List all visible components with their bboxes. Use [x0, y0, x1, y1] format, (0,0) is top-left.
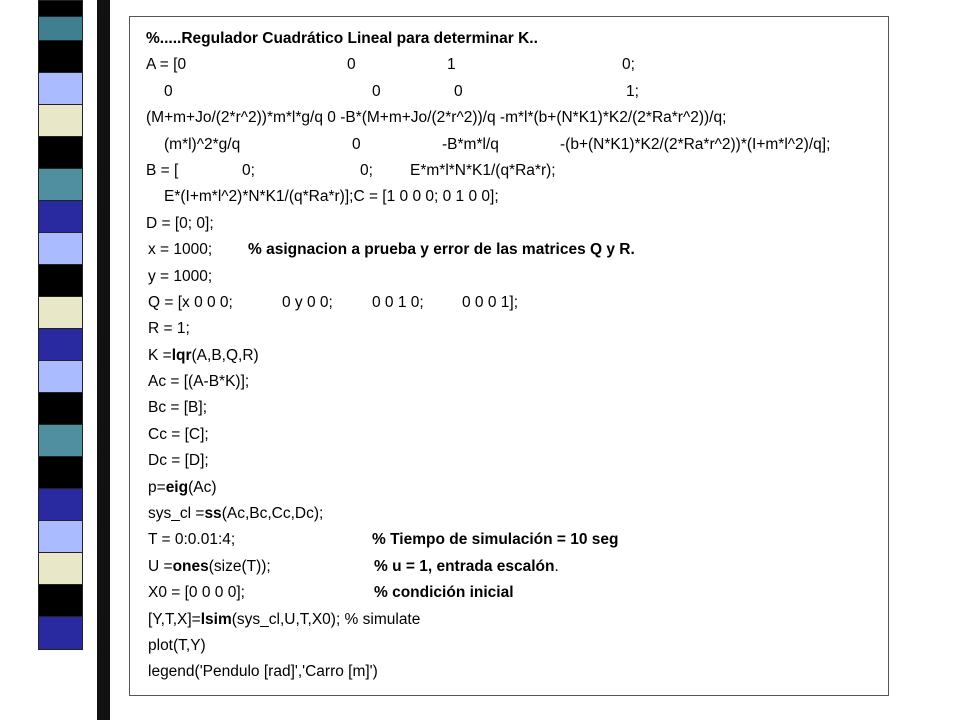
code-keyword: ones [172, 557, 209, 575]
code-text: Bc = [B]; [148, 399, 208, 417]
stripe-block [38, 264, 83, 298]
stripe-block [38, 488, 83, 522]
code-keyword: lsim [200, 610, 232, 628]
code-text: Q = [x 0 0 0; [148, 293, 233, 311]
code-text: (Ac) [188, 478, 217, 496]
stripe-block [38, 456, 83, 490]
code-line [142, 211, 888, 237]
stripe-block [38, 104, 83, 138]
stripe-block [38, 552, 83, 586]
code-line [142, 290, 888, 316]
code-line [142, 659, 888, 685]
code-text: 0; [242, 161, 255, 179]
code-line [142, 395, 888, 421]
code-text: R = 1; [148, 320, 190, 338]
code-line [142, 316, 888, 342]
code-text: 0 [454, 82, 463, 100]
code-line [142, 475, 888, 501]
code-listing-box [129, 16, 889, 696]
code-line [142, 264, 888, 290]
code-text: K = [148, 346, 172, 364]
code-text: (sys_cl,U,T,X0); % simulate [231, 610, 421, 628]
code-text: -B*m*l/q [442, 135, 499, 153]
code-text: 1 [447, 56, 456, 74]
code-text: y = 1000; [148, 267, 213, 285]
code-text: 1; [626, 82, 639, 100]
code-text: D = [0; 0]; [146, 214, 214, 232]
code-keyword: % u = 1, entrada escalón [374, 557, 555, 575]
code-text: Ac = [(A-B*K)]; [148, 373, 250, 391]
stripe-block [38, 424, 83, 458]
code-line [142, 527, 888, 553]
code-text: Cc = [C]; [148, 425, 209, 443]
stripe-block [38, 328, 83, 362]
code-line [142, 158, 888, 184]
code-text: sys_cl = [148, 505, 205, 523]
code-text: plot(T,Y) [148, 636, 206, 654]
stripe-block [38, 72, 83, 106]
code-text: (M+m+Jo/(2*r^2))*m*l*g/q 0 -B*(M+m+Jo/(2*r^2))/q -m*l*(b+(N*K1)*K2/(2*Ra*r^2))/q; [146, 109, 727, 127]
code-text: E*m*l*N*K1/(q*Ra*r); [410, 161, 556, 179]
decorative-stripe-bar [0, 0, 110, 720]
code-line [142, 52, 888, 78]
code-line [142, 79, 888, 105]
code-line [142, 501, 888, 527]
code-text: x = 1000; [148, 241, 213, 259]
code-text: T = 0:0.01:4; [148, 531, 236, 549]
stripe-block [38, 136, 83, 170]
code-keyword: lqr [171, 346, 192, 364]
code-text: 0 0 0 1]; [462, 293, 519, 311]
stripe-block [38, 200, 83, 234]
code-keyword: ss [204, 505, 222, 523]
code-listing [142, 26, 888, 686]
code-line [142, 105, 888, 131]
code-text: 0 [347, 56, 356, 74]
stripe-block [38, 360, 83, 394]
code-text: 0 0 1 0; [372, 293, 424, 311]
stripe-block [38, 392, 83, 426]
code-text: X0 = [0 0 0 0]; [148, 584, 245, 602]
code-text: (Ac,Bc,Cc,Dc); [221, 505, 324, 523]
code-text: (A,B,Q,R) [191, 346, 259, 364]
code-text: U = [148, 557, 173, 575]
stripe-backline [97, 0, 110, 720]
code-text: 0; [622, 56, 635, 74]
code-text: A = [0 [146, 56, 187, 74]
code-keyword: eig [165, 478, 189, 496]
code-line [142, 422, 888, 448]
code-line [142, 369, 888, 395]
code-keyword: % asignacion a prueba y error de las matrices Q y R. [248, 241, 635, 259]
stripe-block [38, 520, 83, 554]
code-line [142, 26, 888, 52]
code-line [142, 184, 888, 210]
code-text: 0 [352, 135, 361, 153]
code-text: . [554, 557, 559, 575]
code-line [142, 132, 888, 158]
code-text: (m*l)^2*g/q [164, 135, 241, 153]
code-text: B = [ [146, 161, 179, 179]
code-text: 0; [360, 161, 373, 179]
code-text: p= [148, 478, 166, 496]
code-keyword: % Tiempo de simulación = 10 seg [372, 531, 619, 549]
code-keyword: %.....Regulador Cuadrático Lineal para determinar K.. [146, 30, 538, 47]
code-keyword: % condición inicial [374, 584, 514, 602]
code-text: Dc = [D]; [148, 452, 209, 470]
code-text: (size(T)); [208, 557, 271, 575]
code-text: legend('Pendulo [rad]','Carro [m]') [148, 663, 378, 681]
code-line [142, 580, 888, 606]
code-line [142, 237, 888, 263]
stripe-block [38, 296, 83, 330]
code-text: 0 [164, 82, 173, 100]
code-text: -(b+(N*K1)*K2/(2*Ra*r^2))*(I+m*l^2)/q]; [560, 135, 831, 153]
stripe-block [38, 584, 83, 618]
code-text: E*(I+m*l^2)*N*K1/(q*Ra*r)];C = [1 0 0 0; 0 1 0 0]; [164, 188, 499, 206]
stripe-block [38, 168, 83, 202]
code-line [142, 343, 888, 369]
stripe-block [38, 232, 83, 266]
code-text: [Y,T,X]= [148, 610, 201, 628]
code-line [142, 448, 888, 474]
code-line [142, 554, 888, 580]
code-text: 0 [372, 82, 381, 100]
code-line [142, 607, 888, 633]
code-text: 0 y 0 0; [282, 293, 333, 311]
code-line [142, 633, 888, 659]
stripe-block [38, 40, 83, 74]
stripe-block [38, 616, 83, 650]
